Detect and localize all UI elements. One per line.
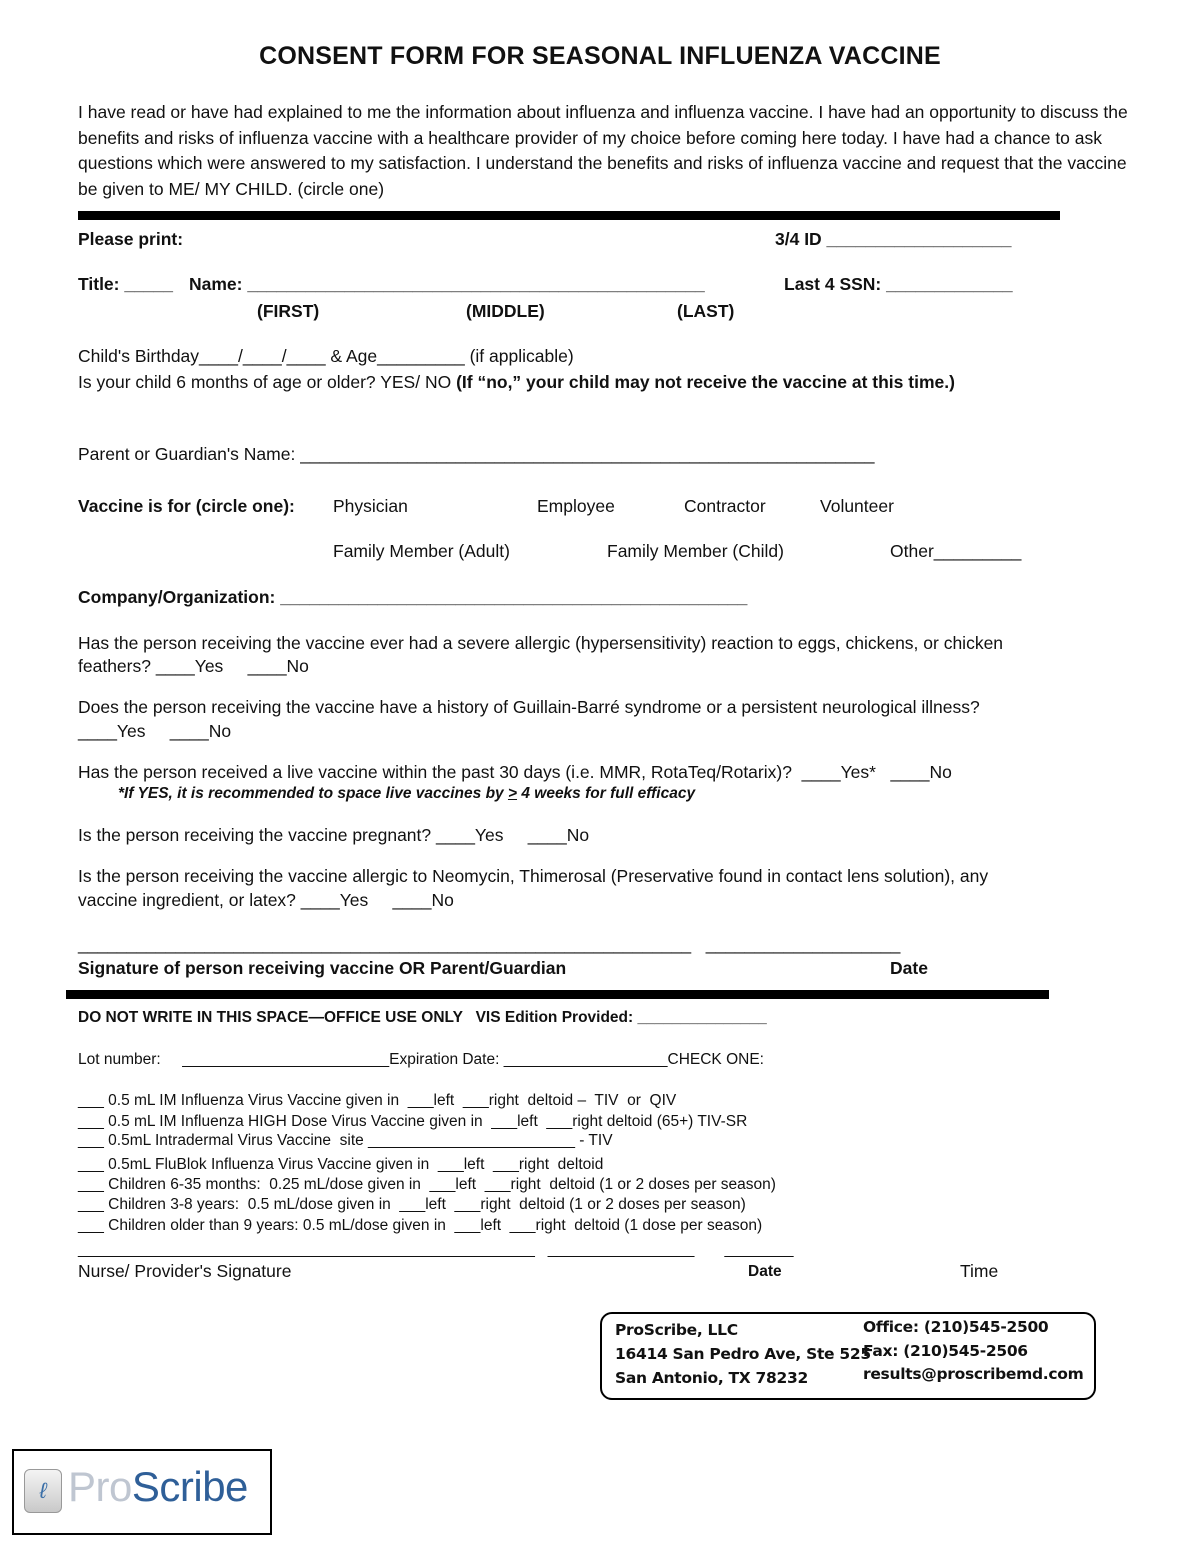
first-name-caption: (FIRST) [257,301,320,321]
age-warning: (If “no,” your child may not receive the vaccine at this time.) [456,372,955,392]
lot-number-field[interactable]: Lot number: ________________________Expiration Date: ___________________CHECK ONE: [78,1051,764,1068]
live-vaccine-note-end: 4 weeks for full efficacy [517,785,696,802]
signature-date-label: Date [890,958,928,978]
middle-name-caption: (MIDDLE) [466,301,545,321]
title-field[interactable]: Title: _____ [78,274,174,294]
gte-symbol: > [507,785,518,802]
nurse-date-label: Date [748,1263,782,1280]
live-vaccine-note [118,785,695,803]
age-question-text: Is your child 6 months of age or older? YES/ NO [78,372,457,392]
office-option[interactable]: ___ 0.5mL Intradermal Virus Vaccine site ________________________ - TIV [78,1132,613,1149]
form-title: CONSENT FORM FOR SEASONAL INFLUENZA VACCINE [259,42,941,70]
company-office-phone: Office: (210)545-2500 [863,1318,1049,1336]
nurse-signature-line[interactable]: _____________________________________________________ _________________ ________ [78,1241,794,1258]
logo-scribe: Scribe [131,1463,248,1510]
option-contractor[interactable]: Contractor [684,496,766,516]
company-fax: Fax: (210)545-2506 [863,1342,1028,1360]
child-birthday-field[interactable]: Child's Birthday____/____/____ & Age_________ (if applicable) [78,346,574,366]
office-option[interactable]: ___ 0.5 mL IM Influenza Virus Vaccine given in ___left ___right deltoid – TIV or QIV [78,1092,677,1109]
egg-allergy-question: Has the person receiving the vaccine ever had a severe allergic (hypersensitivity) reaction to eggs, chickens, or chicken [78,633,1004,653]
logo-wordmark [68,1463,248,1511]
office-option[interactable]: ___ 0.5mL FluBlok Influenza Virus Vaccine given in ___left ___right deltoid [78,1156,604,1173]
top-divider [78,211,1060,220]
option-physician[interactable]: Physician [333,496,408,516]
gbs-question: Does the person receiving the vaccine have a history of Guillain-Barré syndrome or a persistent neurological illness? [78,697,980,717]
intro-paragraph: I have read or have had explained to me the information about influenza and influenza vaccine. I have had an opportunity to discuss the benefits and risks of influenza vaccine with a healthcare provider of my choice before coming here today. I have had a chance to ask questions which were answered to my satisfaction. I understand the benefits and risks of influenza vaccine and request that the vaccine be given to ME/ MY CHILD. (circle one) [78,102,1128,199]
egg-allergy-answer[interactable]: feathers? ____Yes ____No [78,656,309,676]
name-field[interactable]: Name: _______________________________________________ [189,274,705,294]
office-divider [66,990,1049,999]
nurse-signature-label: Nurse/ Provider's Signature [78,1261,292,1281]
id-field[interactable]: 3/4 ID ___________________ [775,229,1012,249]
office-option[interactable]: ___ Children 6-35 months: 0.25 mL/dose given in ___left ___right deltoid (1 or 2 doses per season) [78,1176,776,1193]
ssn-field[interactable]: Last 4 SSN: _____________ [784,274,1013,294]
option-family-child[interactable]: Family Member (Child) [607,541,784,561]
signature-label: Signature of person receiving vaccine OR Parent/Guardian [78,958,567,978]
signature-line[interactable]: _______________________________________________________________ ____________________ [78,934,901,954]
option-volunteer[interactable]: Volunteer [820,496,894,516]
logo-pro: Pro [68,1463,132,1510]
age-question[interactable] [78,372,955,393]
office-option[interactable]: ___ Children older than 9 years: 0.5 mL/dose given in ___left ___right deltoid (1 dose per season) [78,1217,763,1234]
office-option[interactable]: ___ Children 3-8 years: 0.5 mL/dose given in ___left ___right deltoid (1 or 2 doses per season) [78,1196,746,1213]
live-vaccine-note-text: *If YES, it is recommended to space live vaccines by [118,785,508,802]
pregnancy-question[interactable]: Is the person receiving the vaccine pregnant? ____Yes ____No [78,825,590,845]
ingredient-allergy-question: Is the person receiving the vaccine allergic to Neomycin, Thimerosal (Preservative found in contact lens solution), any [78,866,989,886]
guardian-name-field[interactable]: Parent or Guardian's Name: ___________________________________________________________ [78,444,875,464]
gbs-answer[interactable]: ____Yes ____No [78,721,232,741]
vaccine-for-label: Vaccine is for (circle one): [78,496,295,516]
company-field[interactable]: Company/Organization: ________________________________________________ [78,587,748,607]
office-use-header[interactable]: DO NOT WRITE IN THIS SPACE—OFFICE USE ONLY VIS Edition Provided: _______________ [78,1009,767,1026]
company-street: 16414 San Pedro Ave, Ste 525 [615,1345,871,1363]
live-vaccine-question[interactable]: Has the person received a live vaccine within the past 30 days (i.e. MMR, RotaTeq/Rotarix)? ____Yes* ____No [78,762,952,782]
proscribe-logo [12,1449,272,1535]
option-employee[interactable]: Employee [537,496,615,516]
option-family-adult[interactable]: Family Member (Adult) [333,541,510,561]
company-email: results@proscribemd.com [863,1365,1084,1383]
office-option[interactable]: ___ 0.5 mL IM Influenza HIGH Dose Virus Vaccine given in ___left ___right deltoid (65+) TIV-SR [78,1113,748,1130]
company-name: ProScribe, LLC [615,1321,738,1339]
pen-icon: ℓ [24,1469,62,1513]
please-print-label: Please print: [78,229,184,249]
company-city: San Antonio, TX 78232 [615,1369,808,1387]
last-name-caption: (LAST) [677,301,735,321]
nurse-time-label: Time [960,1261,999,1281]
ingredient-allergy-answer[interactable]: vaccine ingredient, or latex? ____Yes ____No [78,890,454,910]
option-other[interactable]: Other_________ [890,541,1022,561]
